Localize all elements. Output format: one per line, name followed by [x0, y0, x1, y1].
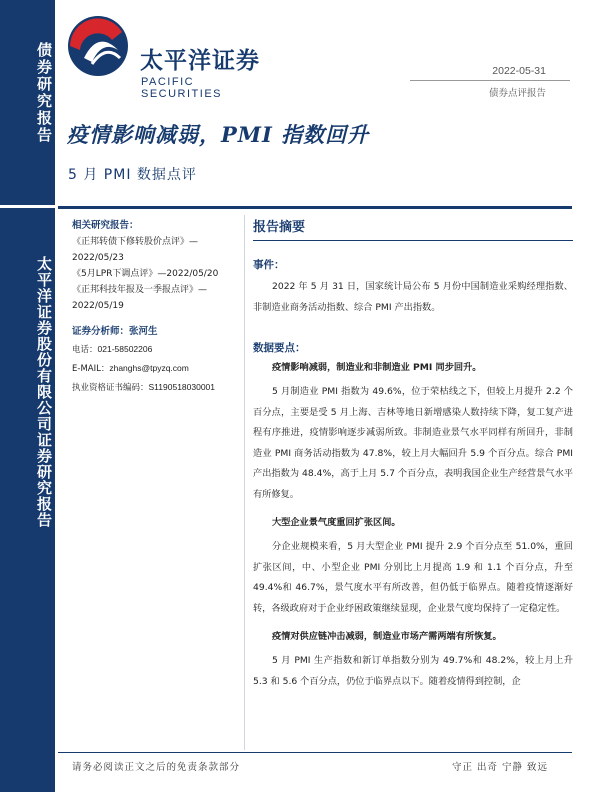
related-item[interactable]: 《5月LPR下调点评》—2022/05/20 [72, 269, 219, 279]
analyst-license [72, 378, 242, 397]
company-logo [62, 10, 272, 100]
points-heading: 数据要点： [253, 342, 306, 354]
side-band-bottom [0, 208, 55, 792]
point2-title: 大型企业景气度重回扩张区间。 [272, 517, 401, 528]
meta-divider [410, 80, 570, 81]
footer-disclaimer: 请务必阅读正文之后的免责条款部分 [72, 762, 241, 773]
phone-label: 电话： [72, 345, 98, 355]
phone-value: 021-58502206 [97, 344, 153, 354]
logo-name-en: PACIFIC SECURITIES [141, 76, 223, 100]
point2-paragraph: 分企业规模来看，5 月大型企业 PMI 提升 2.9 个百分点至 51.0%，重回扩张区间，中、小型企业 PMI 分别比上月提高 1.9 和 1.1 个百分点，升至 49.4%和 46.7%，景气度水平有所改善，但仍低于临界点。随着疫情逐渐好转，各级政府对于企业纾困政策继续显现，企业景气度均保持了一定稳定性。 [253, 541, 573, 614]
related-item[interactable]: 《正邦转债下修转股价点评》— [72, 237, 199, 247]
point1-paragraph: 5 月制造业 PMI 指数为 49.6%，位于荣枯线之下，但较上月提升 2.2 个百分点，主要是受 5 月上海、吉林等地日新增感染人数持续下降，复工复产进程有序推进，疫情影响逐步减弱所致。非制造业景气水平同样有所回升，非制造业 PMI 商务活动指数为 47.8%，较上月大幅回升 5.9 个百分点。综合 PMI 产出指数为 48.4%，高于上月 5.7 个百分点，表明我国企业生产经营景气水平有所修复。 [253, 386, 573, 500]
analyst-phone [72, 340, 242, 359]
related-item[interactable]: 《正邦科技年报及一季报点评》— [72, 285, 208, 295]
summary-title: 报告摘要 [253, 218, 573, 241]
point3-paragraph: 5 月 PMI 生产指数和新订单指数分别为 49.7%和 48.2%，较上月上升 5.3 和 5.6 个百分点，仍位于临界点以下。随着疫情得到控制，企 [253, 655, 573, 687]
report-date: 2022-05-31 [492, 65, 546, 77]
related-heading: 相关研究报告： [72, 220, 139, 231]
license-label: 执业资格证书编码： [72, 383, 149, 393]
logo-emblem-icon [62, 10, 134, 80]
report-subtitle: 5 月 PMI 数据点评 [68, 167, 197, 183]
side-band-top-text: 债券研究报告 [35, 42, 53, 144]
footer-motto: 守正 出奇 宁静 致远 [451, 762, 548, 773]
point1-title: 疫情影响减弱，制造业和非制造业 PMI 同步回升。 [272, 362, 482, 373]
license-value: S1190518030001 [148, 382, 216, 392]
report-summary [253, 218, 573, 692]
report-type: 债券点评报告 [488, 88, 546, 99]
side-band-top [0, 0, 55, 205]
related-item[interactable]: 2022/05/19 [72, 301, 124, 311]
event-paragraph: 2022 年 5 月 31 日，国家统计局公布 5 月份中国制造业采购经理指数、非制造业商务活动指数、综合 PMI 产出指数。 [253, 281, 573, 313]
email-label: E-MAIL： [72, 364, 110, 374]
related-item[interactable]: 2022/05/23 [72, 253, 124, 263]
email-value[interactable]: zhanghs@tpyzq.com [109, 363, 189, 373]
event-heading: 事件： [253, 259, 285, 271]
sidebar-info [72, 218, 242, 397]
point3-title: 疫情对供应链冲击减弱，制造业市场产需两端有所恢复。 [272, 631, 502, 642]
header-rule [58, 206, 572, 209]
report-title: 疫情影响减弱，PMI 指数回升 [67, 122, 370, 147]
side-band-bottom-text: 太平洋证券股份有限公司证券研究报告 [35, 256, 53, 528]
logo-name-cn: 太平洋证券 [140, 48, 260, 74]
analyst-heading: 证券分析师：张河生 [72, 326, 158, 337]
analyst-email[interactable] [72, 359, 242, 378]
column-divider [244, 215, 245, 750]
footer-rule [58, 752, 572, 753]
